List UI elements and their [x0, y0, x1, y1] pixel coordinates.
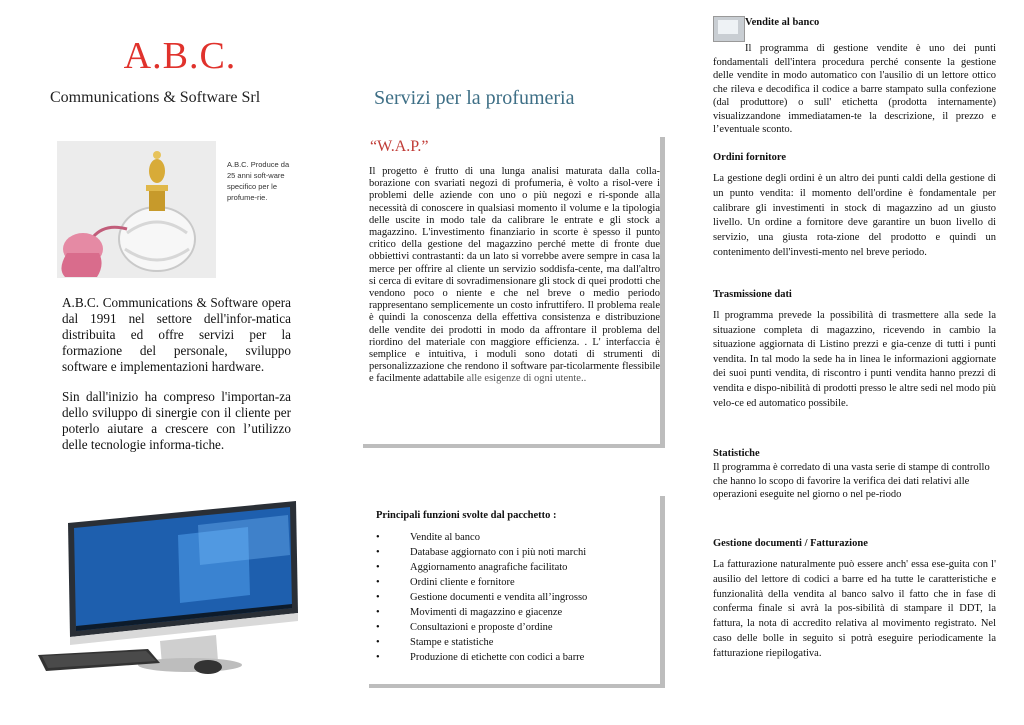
intro-paragraph-2: Sin dall'inizio ha compreso l'importan-za dello sviluppo di sinergie con il cliente per poterlo aiutare a crescere con l’utilizzo delle tecnologie informa-tiche.	[62, 389, 291, 452]
bullet-icon: •	[376, 637, 380, 648]
company-name: Communications & Software Srl	[50, 89, 261, 106]
photo-caption: A.B.C. Produce da 25 anni soft-ware specifico per le profume-rie.	[227, 160, 290, 202]
list-item	[376, 620, 587, 635]
function-label: Database aggiornato con i più noti marchi	[410, 547, 587, 558]
intro-paragraph-1: A.B.C. Communications & Software opera dal 1991 nel settore dell'infor-matica distribuita ed offre servizi per la formazione del personale, sviluppo software e implementazioni hardware.	[62, 295, 291, 374]
function-label: Stampe e statistiche	[410, 637, 494, 648]
bullet-icon: •	[376, 592, 380, 603]
text-ordini: La gestione degli ordini è un altro dei punti caldi della gestione di un punto vendita: il momento dell'ordine è fondamentale per calibrare gli investimenti in stock di magazzino ad un giusto livello. Un ordine a fornitore deve garantire un buon livello di servizio, una giusta rota-zione del prodotto e quindi un contenimento dell'investi-mento nel breve periodo.	[713, 173, 996, 258]
bullet-icon: •	[376, 622, 380, 633]
wap-title: “W.A.P.”	[370, 138, 429, 155]
bullet-icon: •	[376, 652, 380, 663]
list-item	[376, 545, 587, 560]
text-vendite: Il programma di gestione vendite è uno dei punti fondamentali dell'intera procedura perché consente la gestione delle vendite in modo automatico con l'ausilio di un lettore ottico che rileva e decodifica il codice a barre stampato sulla confezione (dal produttore) o sull' etichetta (prodotta internamente) visualizzandone immediatamen-te la descrizione, il prezzo e l’eventuale sconto.	[713, 43, 996, 135]
list-item	[376, 650, 587, 665]
company-intro	[62, 295, 291, 467]
perfume-bottle-image	[57, 141, 216, 278]
text-fatturazione: La fatturazione naturalmente può essere anch' essa ese-guita con l' ausilio del lettore di codici a barre ed ha tutte le caratteristiche e funzionalità della vendita al banco salvo il fatto che in fase di conferma finale si avrà la pos-sibilità di stampare il DDT, la fattura, la nota di accredito relativa al movimento registrato. Nel caso delle bolle in seguito si potrà eseguire periodicamente la fatturazione riepilogativa.	[713, 559, 996, 659]
heading-statistiche: Statistiche	[713, 448, 760, 459]
company-logo-title: A.B.C.	[123, 35, 237, 77]
function-label: Movimenti di magazzino e giacenze	[410, 607, 563, 618]
list-item	[376, 635, 587, 650]
heading-trasmissione: Trasmissione dati	[713, 289, 792, 300]
text-trasmissione: Il programma prevede la possibilità di trasmettere alla sede la situazione completa di magazzino, ricevendo in cambio la situazione aggiornata di Listino prezzi e gia-cenze di tutti i punti vendita. In tal modo la sede ha in linea le informazioni aggiornate dei suoi punti vendita, di riscontro i punti vendita hanno prezzi di vendita e dispo-nibilità di prodotti presso le altre sedi nel modo più velo-ce ed automatico possibile.	[713, 310, 996, 409]
section-title: Servizi per la profumeria	[374, 87, 575, 109]
list-item	[376, 590, 587, 605]
wap-text: Il progetto è frutto di una lunga analisi maturata dalla colla-borazione con svariati negozi di profumeria, è volto a risol-vere i problemi delle aziende con uno o più negozi e ri-sponde alla necessità di conoscere in qualsiasi momento il volume e la tipologia delle uscite in modo tale da calibrare le entrate e gli stock a magazzino. L'investimento finanziario in scorte è spesso il punto critico della gestione del magazzino perché mette di fronte due obbiettivi contrastanti: da un lato si vorrebbe avere sempre in casa la merce per offrire al cliente un servizio soddisfa-cente, ma dall'altro si cerca di evitare di sovradimensionare gli stock di quei prodotti che vendono poco o niente e che nel breve o medio periodo rappresentano semplicemente un costo infruttifero. Il problema reale è quindi la conoscenza della effettiva consistenza e distribuzione delle vendite dei prodotti in modo da affrontare il problema del riordino del materiale con maggiore efficienza. . L' interfaccia è semplice e intuitiva, i moduli sono dotati di strumenti di personalizzazione che rendono il software par-ticolarmente flessibile e facilmente adattabile	[369, 166, 660, 385]
function-label: Consultazioni e proposte d’ordine	[410, 622, 553, 633]
wap-text-tail: alle esigenze di ogni utente..	[464, 373, 587, 385]
list-item	[376, 605, 587, 620]
wap-description	[369, 166, 660, 386]
kiosk-icon	[713, 16, 745, 42]
function-label: Produzione di etichette con codici a barre	[410, 652, 585, 663]
heading-vendite: Vendite al banco	[745, 17, 820, 28]
heading-ordini: Ordini fornitore	[713, 152, 787, 163]
function-label: Ordini cliente e fornitore	[410, 577, 515, 588]
all-in-one-computer-image	[28, 495, 328, 685]
list-item	[376, 575, 587, 590]
functions-title: Principali funzioni svolte dal pacchetto :	[376, 510, 557, 521]
heading-fatturazione: Gestione documenti / Fatturazione	[713, 538, 868, 549]
text-statistiche: Il programma è corredato di una vasta serie di stampe di controllo che hanno lo scopo di favorire la verifica dei dati relativi alle operazioni eseguite nel giorno o nel pe-riodo	[713, 462, 990, 500]
function-label: Gestione documenti e vendita all’ingrosso	[410, 592, 588, 603]
function-label: Aggiornamento anagrafiche facilitato	[410, 562, 568, 573]
bullet-icon: •	[376, 547, 380, 558]
function-label: Vendite al banco	[410, 532, 480, 543]
list-item	[376, 530, 587, 545]
bullet-icon: •	[376, 532, 380, 543]
bullet-icon: •	[376, 577, 380, 588]
list-item	[376, 560, 587, 575]
functions-list	[376, 530, 587, 665]
bullet-icon: •	[376, 607, 380, 618]
bullet-icon: •	[376, 562, 380, 573]
